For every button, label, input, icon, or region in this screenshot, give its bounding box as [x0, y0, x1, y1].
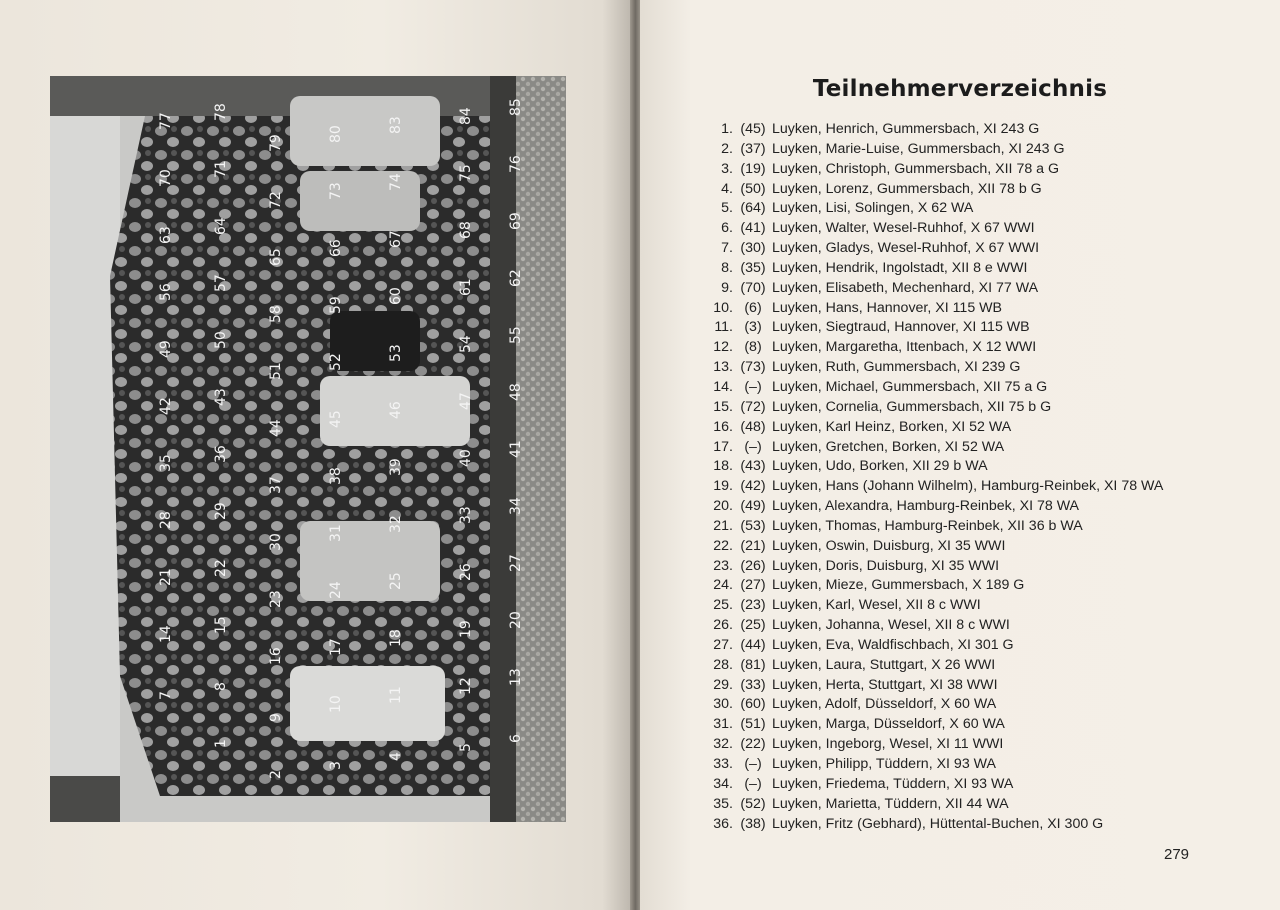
- entry-text: Luyken, Hendrik, Ingolstadt, XII 8 e WWI: [772, 259, 1028, 276]
- photo-number: 37: [268, 476, 284, 494]
- entry-number: 14.: [713, 378, 733, 395]
- photo-number: 70: [158, 169, 174, 187]
- entry-text: Luyken, Doris, Duisburg, XI 35 WWI: [772, 557, 1000, 574]
- entry-text: Luyken, Friedema, Tüddern, XI 93 WA: [772, 775, 1014, 792]
- list-item: [701, 239, 1201, 259]
- entry-number: 22.: [713, 537, 733, 554]
- list-item: [701, 695, 1201, 715]
- entry-text: Luyken, Mieze, Gummersbach, X 189 G: [772, 577, 1025, 594]
- entry-number: 34.: [713, 775, 733, 792]
- list-item: [701, 676, 1201, 696]
- entry-photo-ref: (8): [744, 339, 762, 356]
- entry-photo-ref: (25): [740, 617, 766, 634]
- photo-number: 23: [268, 590, 284, 608]
- entry-photo-ref: (70): [740, 279, 766, 296]
- photo-number: 4: [388, 752, 404, 761]
- photo-number: 78: [213, 103, 229, 121]
- entry-number: 21.: [713, 517, 733, 534]
- photo-number: 12: [458, 677, 474, 695]
- list-item: [701, 199, 1201, 219]
- entry-photo-ref: (–): [744, 775, 762, 792]
- photo-number: 14: [158, 625, 174, 643]
- entry-text: Luyken, Christoph, Gummersbach, XII 78 a G: [772, 160, 1060, 177]
- group-photo: [50, 76, 566, 822]
- list-item: [701, 656, 1201, 676]
- photo-number: 48: [508, 383, 524, 401]
- entry-text: Luyken, Eva, Waldfischbach, XI 301 G: [772, 636, 1014, 653]
- photo-number: 2: [268, 770, 284, 779]
- photo-number: 65: [268, 248, 284, 266]
- entry-number: 25.: [713, 597, 733, 614]
- entry-number: 1.: [721, 121, 733, 137]
- photo-number: 73: [328, 182, 344, 200]
- list-item: [701, 497, 1201, 517]
- entry-text: Luyken, Lisi, Solingen, X 62 WA: [772, 200, 974, 217]
- list-item: [701, 140, 1201, 160]
- entry-photo-ref: (21): [740, 537, 766, 554]
- photo-number: 42: [158, 397, 174, 415]
- entry-photo-ref: (60): [740, 696, 766, 713]
- entry-text: Luyken, Hans, Hannover, XI 115 WB: [772, 299, 1003, 316]
- list-item: [701, 576, 1201, 596]
- entry-number: 30.: [713, 696, 733, 713]
- list-item: [701, 279, 1201, 299]
- photo-number: 25: [388, 572, 404, 590]
- photo-number: 61: [458, 278, 474, 296]
- photo-number: 84: [458, 107, 474, 125]
- entry-number: 5.: [721, 200, 733, 217]
- photo-number: 52: [328, 353, 344, 371]
- list-item: [701, 358, 1201, 378]
- photo-number: 17: [328, 638, 344, 656]
- entry-photo-ref: (44): [740, 636, 766, 653]
- photo-number: 67: [388, 230, 404, 248]
- entry-number: 26.: [713, 617, 733, 634]
- entry-photo-ref: (38): [740, 815, 766, 832]
- photo-number: 15: [213, 616, 229, 634]
- entry-photo-ref: (51): [740, 716, 766, 733]
- entry-photo-ref: (49): [740, 498, 766, 515]
- list-item: [701, 636, 1201, 656]
- entry-number: 12.: [713, 339, 733, 356]
- photo-number: 62: [508, 269, 524, 287]
- entry-number: 11.: [714, 319, 733, 336]
- entry-text: Luyken, Walter, Wesel-Ruhhof, X 67 WWI: [772, 220, 1035, 237]
- entry-number: 10.: [713, 299, 733, 316]
- photo-number: 10: [328, 695, 344, 713]
- list-item: [701, 616, 1201, 636]
- entry-text: Luyken, Lorenz, Gummersbach, XII 78 b G: [772, 180, 1042, 197]
- entry-photo-ref: (33): [740, 676, 766, 693]
- entry-photo-ref: (50): [740, 180, 766, 197]
- entry-photo-ref: (64): [740, 200, 766, 217]
- photo-number: 54: [458, 335, 474, 353]
- photo-number: 5: [458, 743, 474, 752]
- list-item: [701, 735, 1201, 755]
- entry-photo-ref: (19): [740, 160, 766, 177]
- entry-number: 8.: [721, 259, 733, 276]
- photo-number: 83: [388, 116, 404, 134]
- entry-photo-ref: (35): [740, 259, 766, 276]
- photo-number: 13: [508, 668, 524, 686]
- photo-number: 85: [508, 98, 524, 116]
- photo-number: 58: [268, 305, 284, 323]
- list-item: [701, 259, 1201, 279]
- entry-number: 4.: [721, 180, 733, 197]
- photo-number: 8: [213, 682, 229, 691]
- photo-number: 36: [213, 445, 229, 463]
- entry-photo-ref: (72): [740, 398, 766, 415]
- entry-photo-ref: (–): [744, 438, 762, 455]
- list-item: [701, 596, 1201, 616]
- entry-number: 31.: [713, 716, 733, 733]
- photo-number: 59: [328, 296, 344, 314]
- entry-text: Luyken, Herta, Stuttgart, XI 38 WWI: [772, 676, 998, 693]
- photo-number: 32: [388, 515, 404, 533]
- entry-photo-ref: (45): [740, 121, 766, 137]
- entry-text: Luyken, Adolf, Düsseldorf, X 60 WA: [772, 696, 997, 713]
- entry-text: Luyken, Henrich, Gummersbach, XI 243 G: [772, 121, 1040, 137]
- photo-number: 75: [458, 164, 474, 182]
- entry-number: 28.: [713, 656, 733, 673]
- list-item: [701, 318, 1201, 338]
- photo-number: 60: [388, 287, 404, 305]
- entry-photo-ref: (43): [740, 458, 766, 475]
- photo-number: 27: [508, 554, 524, 572]
- entry-text: Luyken, Elisabeth, Mechenhard, XI 77 WA: [772, 279, 1039, 296]
- photo-number: 39: [388, 458, 404, 476]
- photo-number: 66: [328, 239, 344, 257]
- entry-text: Luyken, Thomas, Hamburg-Reinbek, XII 36 b WA: [772, 517, 1083, 534]
- entry-photo-ref: (81): [740, 656, 766, 673]
- photo-number: 68: [458, 221, 474, 239]
- list-item: [701, 219, 1201, 239]
- entry-number: 27.: [713, 636, 733, 653]
- photo-number: 49: [158, 340, 174, 358]
- entry-text: Luyken, Margaretha, Ittenbach, X 12 WWI: [772, 339, 1037, 356]
- photo-number: 19: [458, 620, 474, 638]
- photo-number: 6: [508, 734, 524, 743]
- photo-number: 45: [328, 410, 344, 428]
- entry-number: 23.: [713, 557, 733, 574]
- list-item: [701, 160, 1201, 180]
- photo-number: 26: [458, 563, 474, 581]
- list-item: [701, 398, 1201, 418]
- entry-number: 6.: [721, 220, 733, 237]
- photo-number: 21: [158, 568, 174, 586]
- entry-photo-ref: (27): [740, 577, 766, 594]
- photo-number: 56: [158, 283, 174, 301]
- entry-number: 7.: [721, 240, 733, 257]
- entry-photo-ref: (48): [740, 418, 766, 435]
- entry-text: Luyken, Michael, Gummersbach, XII 75 a G: [772, 378, 1048, 395]
- entry-number: 32.: [713, 736, 733, 753]
- entry-text: Luyken, Udo, Borken, XII 29 b WA: [772, 458, 988, 475]
- photo-number: 16: [268, 647, 284, 665]
- list-item: [701, 378, 1201, 398]
- photo-number: 30: [268, 533, 284, 551]
- participant-list: [701, 120, 1201, 834]
- photo-number: 80: [328, 125, 344, 143]
- entry-number: 3.: [721, 160, 733, 177]
- photo-number: 29: [213, 502, 229, 520]
- photo-number: 51: [268, 362, 284, 380]
- photo-number: 20: [508, 611, 524, 629]
- photo-number: 34: [508, 497, 524, 515]
- entry-number: 29.: [713, 676, 733, 693]
- list-item: [701, 755, 1201, 775]
- entry-number: 36.: [713, 815, 733, 832]
- photo-number: 53: [388, 344, 404, 362]
- entry-photo-ref: (73): [740, 359, 766, 376]
- photo-number: 69: [508, 212, 524, 230]
- entry-photo-ref: (53): [740, 517, 766, 534]
- list-item: [701, 537, 1201, 557]
- entry-number: 33.: [713, 756, 733, 772]
- entry-number: 35.: [713, 795, 733, 812]
- photo-number: 18: [388, 629, 404, 647]
- list-item: [701, 795, 1201, 815]
- list-item: [701, 418, 1201, 438]
- list-item: [701, 457, 1201, 477]
- group-photo-image: [50, 76, 566, 822]
- photo-number: 9: [268, 713, 284, 722]
- page-title: Teilnehmerverzeichnis: [812, 76, 1108, 102]
- entry-photo-ref: (–): [744, 756, 762, 772]
- list-item: [701, 815, 1201, 835]
- photo-number: 40: [458, 449, 474, 467]
- entry-number: 9.: [721, 279, 733, 296]
- photo-number: 63: [158, 226, 174, 244]
- entry-text: Luyken, Marga, Düsseldorf, X 60 WA: [772, 716, 1005, 733]
- entry-text: Luyken, Gladys, Wesel-Ruhhof, X 67 WWI: [772, 240, 1040, 257]
- entry-text: Luyken, Fritz (Gebhard), Hüttental-Buchen, XI 300 G: [772, 815, 1104, 832]
- entry-number: 2.: [721, 140, 733, 157]
- list-item: [701, 438, 1201, 458]
- photo-number: 22: [213, 559, 229, 577]
- photo-number: 11: [388, 686, 404, 704]
- entry-text: Luyken, Cornelia, Gummersbach, XII 75 b G: [772, 398, 1052, 415]
- entry-photo-ref: (23): [740, 597, 766, 614]
- entry-text: Luyken, Alexandra, Hamburg-Reinbek, XI 78 WA: [772, 498, 1080, 515]
- entry-text: Luyken, Ruth, Gummersbach, XI 239 G: [772, 359, 1021, 376]
- entry-number: 15.: [713, 398, 733, 415]
- photo-number: 41: [508, 440, 524, 458]
- entry-text: Luyken, Johanna, Wesel, XII 8 c WWI: [772, 617, 1010, 634]
- photo-number: 72: [268, 191, 284, 209]
- photo-number: 47: [458, 392, 474, 410]
- entry-text: Luyken, Marietta, Tüddern, XII 44 WA: [772, 795, 1009, 812]
- entry-text: Luyken, Karl, Wesel, XII 8 c WWI: [772, 597, 981, 614]
- photo-number: 46: [388, 401, 404, 419]
- photo-number: 1: [213, 739, 229, 748]
- list-item: [701, 715, 1201, 735]
- entry-number: 16.: [713, 418, 733, 435]
- photo-number: 33: [458, 506, 474, 524]
- photo-number: 43: [213, 388, 229, 406]
- entry-photo-ref: (42): [740, 478, 766, 495]
- entry-text: Luyken, Hans (Johann Wilhelm), Hamburg-Reinbek, XI 78 WA: [772, 478, 1164, 495]
- list-item: [701, 775, 1201, 795]
- photo-number: 7: [158, 691, 174, 700]
- list-item: [701, 299, 1201, 319]
- list-item: [701, 517, 1201, 537]
- photo-number: 3: [328, 761, 344, 770]
- entry-text: Luyken, Laura, Stuttgart, X 26 WWI: [772, 656, 996, 673]
- photo-number: 76: [508, 155, 524, 173]
- list-item: [701, 120, 1201, 140]
- photo-number: 44: [268, 419, 284, 437]
- entry-text: Luyken, Oswin, Duisburg, XI 35 WWI: [772, 537, 1006, 554]
- entry-photo-ref: (3): [744, 319, 762, 336]
- entry-photo-ref: (41): [740, 220, 766, 237]
- entry-photo-ref: (6): [744, 299, 762, 316]
- entry-photo-ref: (30): [740, 240, 766, 257]
- entry-text: Luyken, Philipp, Tüddern, XI 93 WA: [772, 756, 996, 772]
- photo-number: 50: [213, 331, 229, 349]
- photo-number: 57: [213, 274, 229, 292]
- entry-photo-ref: (26): [740, 557, 766, 574]
- photo-number: 31: [328, 524, 344, 542]
- photo-number: 71: [213, 160, 229, 178]
- photo-number: 28: [158, 511, 174, 529]
- photo-number: 24: [328, 581, 344, 599]
- entry-text: Luyken, Marie-Luise, Gummersbach, XI 243 G: [772, 140, 1065, 157]
- photo-number: 79: [268, 134, 284, 152]
- entry-text: Luyken, Gretchen, Borken, XI 52 WA: [772, 438, 1005, 455]
- entry-number: 24.: [713, 577, 733, 594]
- entry-number: 17.: [713, 438, 733, 455]
- photo-number: 55: [508, 326, 524, 344]
- entry-number: 13.: [713, 359, 733, 376]
- photo-number: 38: [328, 467, 344, 485]
- entry-photo-ref: (37): [740, 140, 766, 157]
- photo-number: 35: [158, 454, 174, 472]
- photo-number: 64: [213, 217, 229, 235]
- entry-text: Luyken, Siegtraud, Hannover, XI 115 WB: [772, 319, 1030, 336]
- entry-photo-ref: (22): [740, 736, 766, 753]
- entry-text: Luyken, Karl Heinz, Borken, XI 52 WA: [772, 418, 1012, 435]
- entry-photo-ref: (–): [744, 378, 762, 395]
- entry-number: 18.: [713, 458, 733, 475]
- entry-number: 19.: [713, 478, 733, 495]
- entry-number: 20.: [713, 498, 733, 515]
- page-number: 279: [1164, 846, 1190, 863]
- entry-text: Luyken, Ingeborg, Wesel, XI 11 WWI: [772, 736, 1004, 753]
- list-item: [701, 477, 1201, 497]
- photo-number: 74: [388, 173, 404, 191]
- photo-number: 77: [158, 112, 174, 130]
- entry-photo-ref: (52): [740, 795, 766, 812]
- list-item: [701, 557, 1201, 577]
- list-item: [701, 180, 1201, 200]
- list-item: [701, 338, 1201, 358]
